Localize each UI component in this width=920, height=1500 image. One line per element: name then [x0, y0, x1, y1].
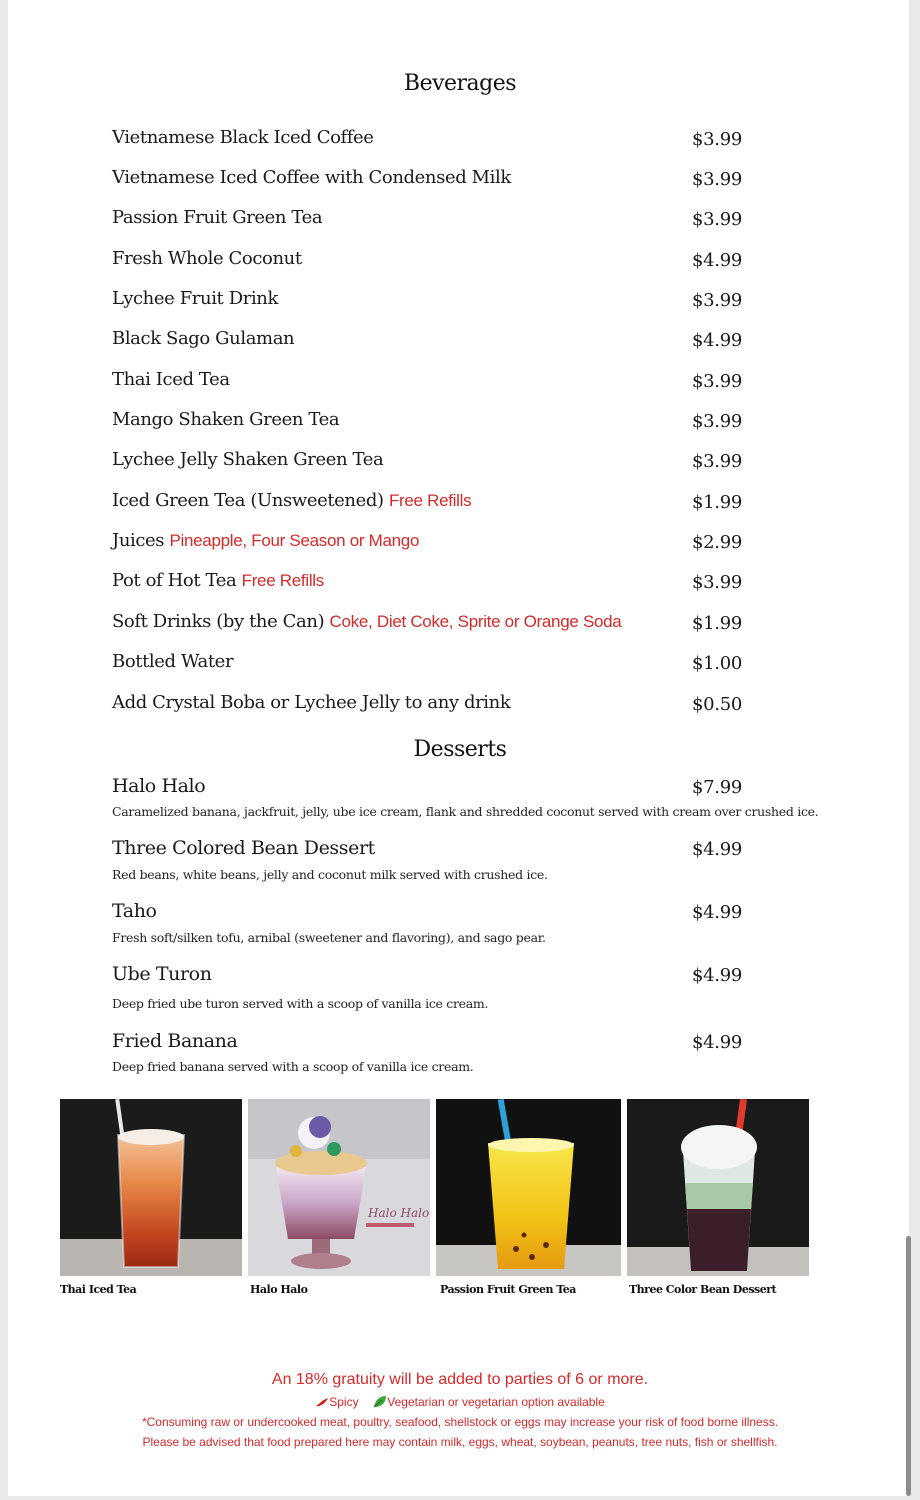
item-name: Fresh Whole Coconut — [112, 248, 302, 269]
dessert-name: Halo Halo — [112, 775, 206, 797]
passion-fruit-green-tea-photo — [436, 1099, 621, 1276]
item-name-text: Soft Drinks (by the Can) — [112, 611, 325, 632]
thai-iced-tea-illustration — [60, 1099, 242, 1276]
item-price: $1.99 — [691, 613, 742, 634]
dessert-name: Three Colored Bean Dessert — [112, 837, 375, 859]
photo-caption: Thai Iced Tea — [60, 1283, 137, 1296]
menu-row — [112, 490, 742, 520]
desserts-title: Desserts — [413, 737, 507, 762]
dessert-price: $4.99 — [691, 902, 742, 923]
item-price: $3.99 — [691, 572, 742, 593]
halo-halo-illustration — [248, 1099, 430, 1276]
item-name: Lychee Fruit Drink — [112, 288, 278, 309]
item-note: Coke, Diet Coke, Sprite or Orange Soda — [329, 612, 622, 631]
item-name-text: Pot of Hot Tea — [112, 570, 237, 591]
menu-row — [112, 167, 742, 197]
item-name-text: Iced Green Tea (Unsweetened) — [112, 490, 384, 511]
item-name: Mango Shaken Green Tea — [112, 409, 340, 430]
leaf-icon — [373, 1395, 387, 1411]
gratuity-notice: An 18% gratuity will be added to parties of 6 or more. — [271, 1371, 649, 1388]
food-safety-warning: *Consuming raw or undercooked meat, poultry, seafood, shellstock or eggs may increase your risk of food borne illness. — [141, 1415, 779, 1429]
photo-caption: Passion Fruit Green Tea — [440, 1283, 576, 1296]
item-note: Pineapple, Four Season or Mango — [169, 531, 420, 550]
item-price: $3.99 — [691, 411, 742, 432]
legend — [0, 1395, 920, 1411]
item-name — [112, 490, 471, 511]
chili-pepper-icon — [315, 1396, 329, 1411]
menu-row — [112, 530, 742, 560]
menu-row — [112, 207, 742, 237]
dessert-price: $4.99 — [691, 1032, 742, 1053]
menu-row — [112, 692, 742, 722]
dessert-item — [112, 1030, 742, 1080]
item-price: $3.99 — [691, 451, 742, 472]
dessert-description: Deep fried banana served with a scoop of vanilla ice cream. — [112, 1059, 474, 1074]
item-note: Free Refills — [241, 571, 324, 590]
thai-iced-tea-photo — [60, 1099, 242, 1276]
menu-row — [112, 127, 742, 157]
item-price: $2.99 — [691, 532, 742, 553]
dessert-description: Red beans, white beans, jelly and coconut milk served with crushed ice. — [112, 867, 548, 882]
dessert-description: Fresh soft/silken tofu, arnibal (sweetener and flavoring), and sago pear. — [112, 930, 546, 945]
dessert-name: Taho — [112, 900, 157, 922]
three-color-bean-dessert-photo — [627, 1099, 809, 1276]
spicy-label: Spicy — [329, 1395, 359, 1410]
dessert-name: Fried Banana — [112, 1030, 238, 1052]
halo-halo-photo — [248, 1099, 430, 1276]
item-note: Free Refills — [388, 491, 472, 510]
item-name: Add Crystal Boba or Lychee Jelly to any drink — [112, 692, 511, 713]
allergen-warning: Please be advised that food prepared here may contain milk, eggs, wheat, soybean, peanuts, tree nuts, fish or shellfish. — [142, 1435, 778, 1449]
item-price: $3.99 — [691, 129, 742, 150]
dessert-description: Deep fried ube turon served with a scoop of vanilla ice cream. — [112, 996, 489, 1011]
item-price: $4.99 — [691, 250, 742, 271]
dessert-item — [112, 963, 742, 1013]
item-price: $0.50 — [691, 694, 742, 715]
photo-caption: Halo Halo — [250, 1283, 308, 1296]
dessert-price: $4.99 — [691, 839, 742, 860]
dessert-item — [112, 775, 819, 825]
item-name: Vietnamese Iced Coffee with Condensed Milk — [112, 167, 511, 188]
item-name — [112, 530, 419, 551]
item-name: Lychee Jelly Shaken Green Tea — [112, 449, 384, 470]
menu-row — [112, 248, 742, 278]
item-price: $3.99 — [691, 290, 742, 311]
menu-row — [112, 651, 742, 681]
halo-halo-watermark: Halo Halo — [368, 1206, 430, 1220]
vegetarian-label: Vegetarian or vegetarian option available — [387, 1395, 605, 1410]
item-price: $3.99 — [691, 371, 742, 392]
menu-row — [112, 409, 742, 439]
item-price: $1.00 — [691, 653, 742, 674]
item-name: Black Sago Gulaman — [112, 328, 295, 349]
menu-row — [112, 611, 742, 641]
item-price: $3.99 — [691, 209, 742, 230]
menu-row — [112, 369, 742, 399]
item-name: Bottled Water — [112, 651, 234, 672]
photo-caption: Three Color Bean Dessert — [629, 1283, 777, 1296]
scrollbar[interactable] — [906, 1236, 911, 1496]
dessert-item — [112, 837, 742, 887]
menu-row — [112, 449, 742, 479]
beverages-title: Beverages — [403, 71, 517, 96]
item-name — [112, 570, 324, 591]
dessert-name: Ube Turon — [112, 963, 212, 985]
passion-fruit-illustration — [436, 1099, 621, 1276]
menu-row — [112, 570, 742, 600]
three-color-bean-illustration — [627, 1099, 809, 1276]
dessert-item — [112, 900, 742, 950]
dessert-price: $4.99 — [691, 965, 742, 986]
menu-row — [112, 288, 742, 318]
item-name: Thai Iced Tea — [112, 369, 230, 390]
item-price: $1.99 — [691, 492, 742, 513]
dessert-description: Caramelized banana, jackfruit, jelly, ube ice cream, flank and shredded coconut served with cream over crushed ice. — [112, 804, 819, 819]
item-name-text: Juices — [112, 530, 165, 551]
item-price: $3.99 — [691, 169, 742, 190]
dessert-price: $7.99 — [691, 777, 742, 798]
menu-row — [112, 328, 742, 358]
item-name: Passion Fruit Green Tea — [112, 207, 323, 228]
item-price: $4.99 — [691, 330, 742, 351]
item-name — [112, 611, 621, 632]
item-name: Vietnamese Black Iced Coffee — [112, 127, 374, 148]
